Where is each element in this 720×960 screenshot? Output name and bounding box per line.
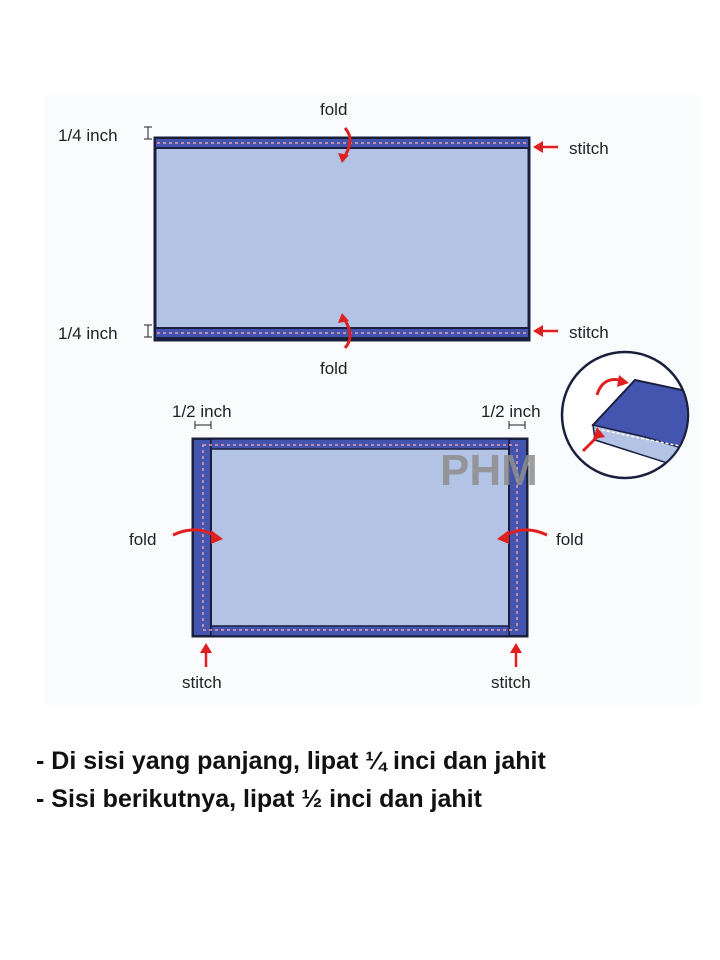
fold-bottom-label: fold (320, 359, 348, 378)
fold-top-label: fold (320, 100, 348, 119)
hem-top-label: 1/4 inch (58, 126, 118, 145)
watermark-text: PHM (440, 446, 538, 495)
stitch-bottom-label: stitch (569, 323, 609, 342)
top-fabric-piece (155, 138, 529, 340)
stitch-right-label: stitch (491, 673, 531, 692)
instruction-line-1: - Di sisi yang panjang, lipat ¼ inci dan jahit (36, 747, 546, 775)
instructions (36, 742, 706, 818)
left-hem-strip (193, 439, 211, 636)
hem-right-label: 1/2 inch (481, 402, 541, 421)
fold-right-label: fold (556, 530, 584, 549)
hem-left-label: 1/2 inch (172, 402, 232, 421)
stitch-top-label: stitch (569, 139, 609, 158)
hemming-diagram (45, 95, 700, 705)
hem-bottom-label: 1/4 inch (58, 324, 118, 343)
bottom-folded-edge (211, 626, 509, 636)
instruction-line-2: - Sisi berikutnya, lipat ½ inci dan jahit (36, 785, 482, 813)
stitch-left-label: stitch (182, 673, 222, 692)
diagram-panel (45, 95, 700, 705)
fold-left-label: fold (129, 530, 157, 549)
